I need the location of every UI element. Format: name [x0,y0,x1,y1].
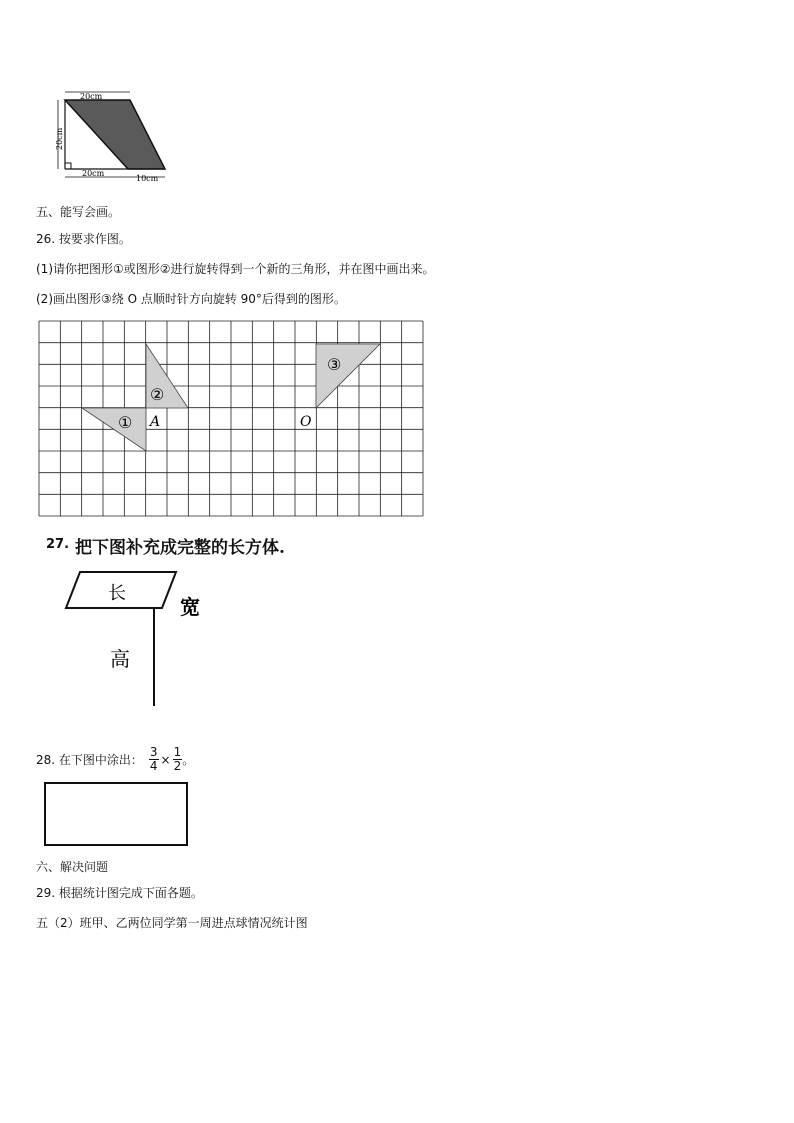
frac1-denominator: 4 [149,759,158,773]
section5-title: 五、能写会画。 [36,205,121,219]
shape2-label: ② [150,385,165,404]
trapezoid-top-label: 20cm [80,92,103,101]
frac2-denominator: 2 [173,759,182,773]
triangle-3 [316,344,380,408]
shade-rectangle[interactable] [44,782,188,846]
fraction-3-4 [149,746,159,773]
q28-suffix: 。 [182,752,195,767]
fraction-1-2 [173,746,183,773]
label-width: 宽 [180,595,200,619]
cuboid-partial-figure [64,566,224,711]
section6-title: 六、解决问题 [36,860,109,874]
q27-number: 27. [46,537,70,552]
frac1-numerator: 3 [149,745,158,759]
shape1-label: ① [118,413,133,432]
q26-part1: (1)请你把图形①或图形②进行旋转得到一个新的三角形，并在图中画出来。 [36,262,435,276]
frac2-numerator: 1 [173,745,182,759]
label-height: 高 [110,647,130,671]
trapezoid-bottom-label: 20cm [82,169,105,178]
q26-part2: (2)画出图形③绕 O 点顺时针方向旋转 90°后得到的图形。 [36,292,346,306]
q28-line [36,746,194,773]
q28-prefix: 28. 在下图中涂出： [36,752,143,767]
label-length: 长 [108,583,126,604]
q29-title: 29. 根据统计图完成下面各题。 [36,886,203,900]
times-sign: × [160,752,171,767]
shaded-trapezoid [65,100,165,169]
q27-text: 把下图补充成完整的长方体. [75,538,285,558]
shape3-label: ③ [327,355,342,374]
rotation-grid [38,320,424,517]
trapezoid-left-label: 20cm [55,127,64,150]
chart-title: 五（2）班甲、乙两位同学第一周进点球情况统计图 [36,916,308,930]
trapezoid-figure [50,88,180,183]
point-o-label: O [300,414,312,430]
q26-title: 26. 按要求作图。 [36,232,131,246]
trapezoid-bottom-right-label: 10cm [136,174,159,183]
point-a-label: A [150,414,161,430]
